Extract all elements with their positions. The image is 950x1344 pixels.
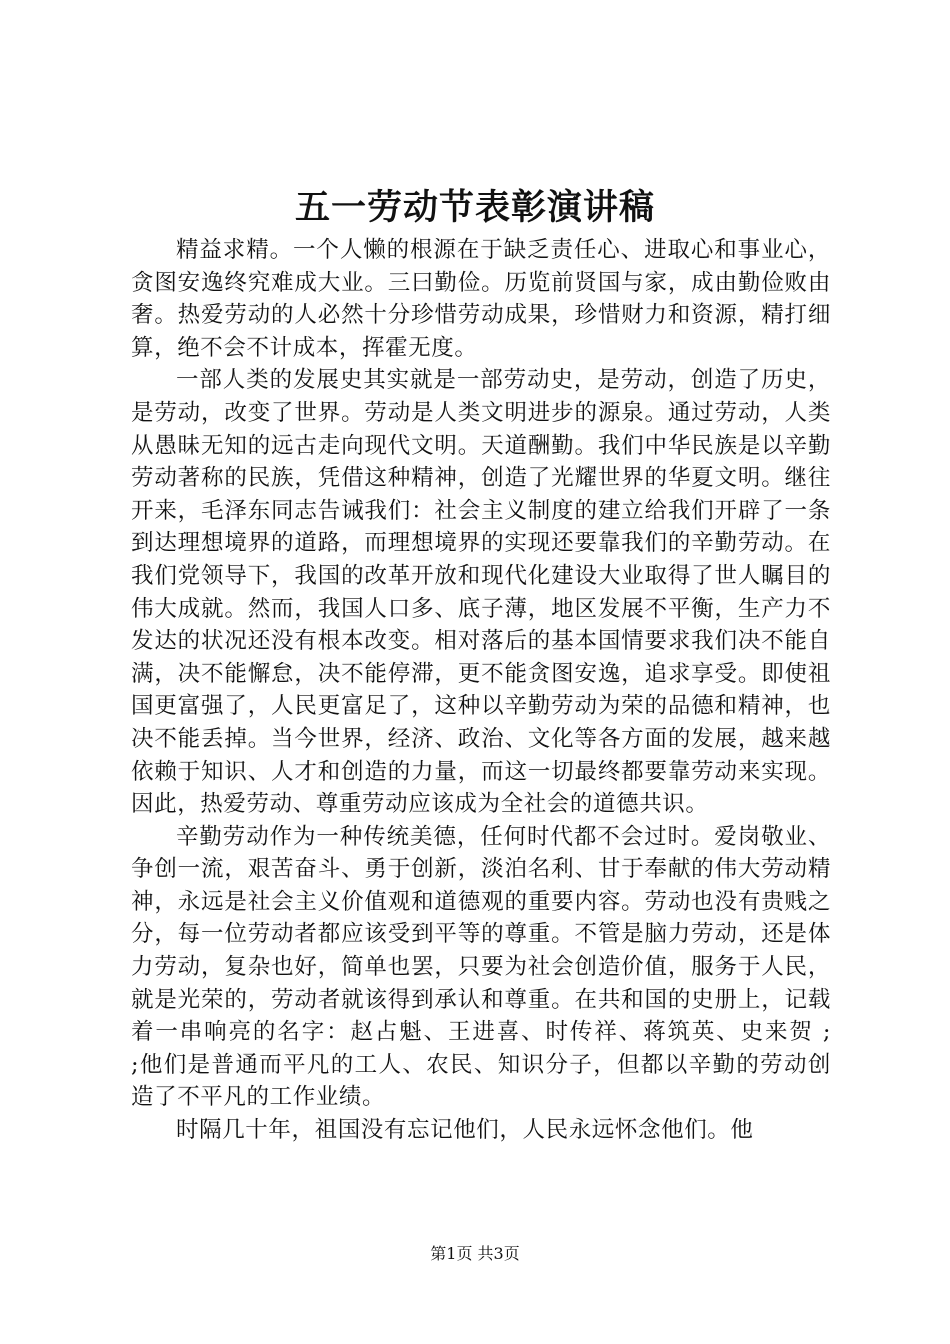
page-footer: 第1页 共3页 — [430, 1244, 520, 1263]
paragraph-3: 辛勤劳动作为一种传统美德，任何时代都不会过时。爱岗敬业、争创一流，艰苦奋斗、勇于创新，淡泊名利、甘于奉献的伟大劳动精神，永远是社会主义价值观和道德观的重要内容。劳动也没有贵贱之分，每一位劳动者都应该受到平等的尊重。不管是脑力劳动，还是体力劳动，复杂也好，简单也罢，只要为社会创造价值，服务于人民，就是光荣的，劳动者就该得到承认和尊重。在共和国的史册上，记载着一串响亮的名字：赵占魁、王进喜、时传祥、蒋筑英、史来贺 ; — [131, 823, 831, 1046]
document-title: 五一劳动节表彰演讲稿 — [294, 187, 655, 228]
document-body — [131, 234, 831, 1147]
paragraph-4: 时隔几十年，祖国没有忘记他们，人民永远怀念他们。他 — [176, 1117, 754, 1144]
paragraph-3-continuation: ;他们是普通而平凡的工人、农民、知识分子，但都以辛勤的劳动创造了不平凡的工作业绩。 — [131, 1051, 831, 1111]
paragraph-1: 精益求精。一个人懒的根源在于缺乏责任心、进取心和事业心，贪图安逸终究难成大业。三曰勤俭。历览前贤国与家，成由勤俭败由奢。热爱劳动的人必然十分珍惜劳动成果，珍惜财力和资源，精打细算，绝不会不计成本，挥霍无度。 — [131, 237, 831, 361]
paragraph-2: 一部人类的发展史其实就是一部劳动史，是劳动，创造了历史，是劳动，改变了世界。劳动是人类文明进步的源泉。通过劳动，人类从愚昧无知的远古走向现代文明。天道酬勤。我们中华民族是以辛勤劳动著称的民族，凭借这种精神，创造了光耀世界的华夏文明。继往开来，毛泽东同志告诫我们：社会主义制度的建立给我们开辟了一条到达理想境界的道路，而理想境界的实现还要靠我们的辛勤劳动。在我们党领导下，我国的改革开放和现代化建设大业取得了世人瞩目的伟大成就。然而，我国人口多、底子薄，地区发展不平衡，生产力不发达的状况还没有根本改变。相对落后的基本国情要求我们决不能自满，决不能懈怠，决不能停滞，更不能贪图安逸，追求享受。即使祖国更富强了，人民更富足了，这种以辛勤劳动为荣的品德和精神，也决不能丢掉。当今世界，经济、政治、文化等各方面的发展，越来越依赖于知识、人才和创造的力量，而这一切最终都要靠劳动来实现。因此，热爱劳动、尊重劳动应该成为全社会的道德共识。 — [131, 367, 831, 818]
